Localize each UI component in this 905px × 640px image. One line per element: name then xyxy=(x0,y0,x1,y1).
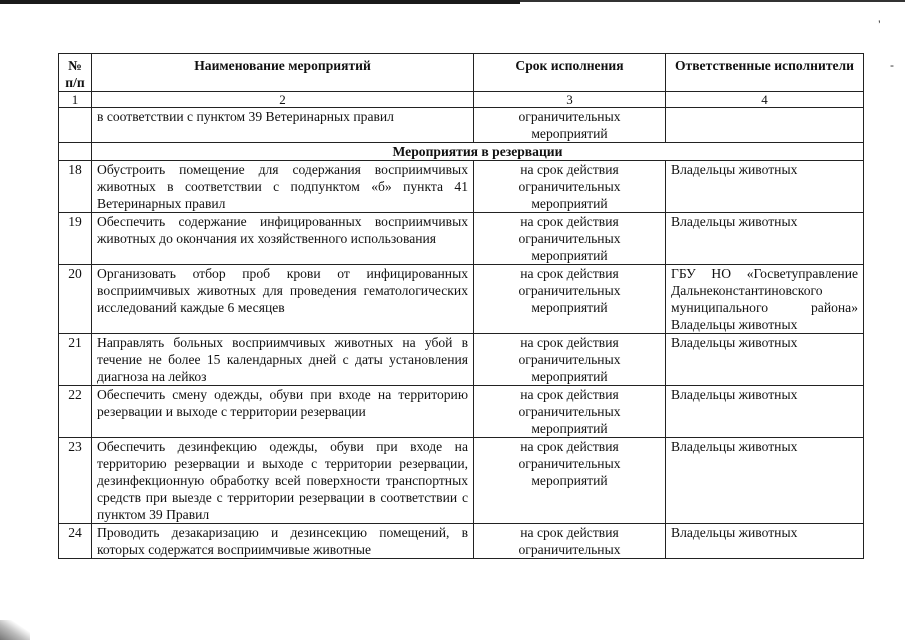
row-action: Направлять больных восприимчивых животных на убой в течение не более 15 календарных дней с даты установления диагноза на лейкоз xyxy=(92,334,474,386)
row-number: 20 xyxy=(59,265,92,334)
section-row xyxy=(59,143,864,161)
header-responsible: Ответственные исполнители xyxy=(666,54,864,92)
row-deadline: на срок действия ограничительных мероприятий xyxy=(474,386,666,438)
row-action: Проводить дезакаризацию и дезинсекцию помещений, в которых содержатся восприимчивые животные xyxy=(92,524,474,559)
row-number xyxy=(59,108,92,143)
row-responsible: Владельцы животных xyxy=(666,524,864,559)
section-title: Мероприятия в резервации xyxy=(92,143,864,161)
scan-corner-shadow xyxy=(0,620,30,640)
scan-speck: - xyxy=(890,58,894,72)
scan-top-edge-thin xyxy=(520,0,905,2)
row-responsible: Владельцы животных xyxy=(666,334,864,386)
row-number: 18 xyxy=(59,161,92,213)
row-action: Обеспечить дезинфекцию одежды, обуви при входе на территорию резервации и выходе с территории резервации, дезинфекционную обработку всей поверхности транспортных средств при выезде с территории резервации в соответствии с пунктом 39 Правил xyxy=(92,438,474,524)
row-action: в соответствии с пунктом 39 Ветеринарных правил xyxy=(92,108,474,143)
row-deadline: на срок действия ограничительных мероприятий xyxy=(474,161,666,213)
row-responsible: Владельцы животных xyxy=(666,213,864,265)
header-deadline: Срок исполнения xyxy=(474,54,666,92)
row-number: 19 xyxy=(59,213,92,265)
row-deadline: на срок действия ограничительных мероприятий xyxy=(474,438,666,524)
scan-speck: ’ xyxy=(878,18,881,32)
row-responsible: Владельцы животных xyxy=(666,386,864,438)
table-row xyxy=(59,438,864,524)
index-cell: 2 xyxy=(92,92,474,108)
row-action: Обеспечить содержание инфицированных восприимчивых животных до окончания их хозяйственного использования xyxy=(92,213,474,265)
continuation-row xyxy=(59,108,864,143)
header-num: № п/п xyxy=(59,54,92,92)
row-action: Организовать отбор проб крови от инфицированных восприимчивых животных для проведения гематологических исследований каждые 6 месяцев xyxy=(92,265,474,334)
section-num-cell xyxy=(59,143,92,161)
row-deadline: на срок действия ограничительных xyxy=(474,524,666,559)
index-cell: 1 xyxy=(59,92,92,108)
row-responsible xyxy=(666,108,864,143)
row-responsible: Владельцы животных xyxy=(666,161,864,213)
table-row xyxy=(59,265,864,334)
measures-table xyxy=(58,53,864,559)
scan-top-edge xyxy=(0,0,520,4)
row-deadline: на срок действия ограничительных мероприятий xyxy=(474,334,666,386)
row-number: 21 xyxy=(59,334,92,386)
row-deadline: ограничительных мероприятий xyxy=(474,108,666,143)
row-responsible: ГБУ НО «Госветуправление Дальнеконстантиновского муниципального района» Владельцы животных xyxy=(666,265,864,334)
index-cell: 4 xyxy=(666,92,864,108)
row-number: 22 xyxy=(59,386,92,438)
row-action: Обеспечить смену одежды, обуви при входе на территорию резервации и выходе с территории резервации xyxy=(92,386,474,438)
table-row xyxy=(59,524,864,559)
header-action: Наименование мероприятий xyxy=(92,54,474,92)
index-row xyxy=(59,92,864,108)
header-row xyxy=(59,54,864,92)
index-cell: 3 xyxy=(474,92,666,108)
row-responsible: Владельцы животных xyxy=(666,438,864,524)
row-number: 24 xyxy=(59,524,92,559)
table-row xyxy=(59,334,864,386)
row-action: Обустроить помещение для содержания восприимчивых животных в соответствии с подпунктом «б» пункта 41 Ветеринарных правил xyxy=(92,161,474,213)
row-deadline: на срок действия ограничительных мероприятий xyxy=(474,265,666,334)
row-deadline: на срок действия ограничительных мероприятий xyxy=(474,213,666,265)
table-row xyxy=(59,161,864,213)
table-row xyxy=(59,386,864,438)
row-number: 23 xyxy=(59,438,92,524)
table-row xyxy=(59,213,864,265)
